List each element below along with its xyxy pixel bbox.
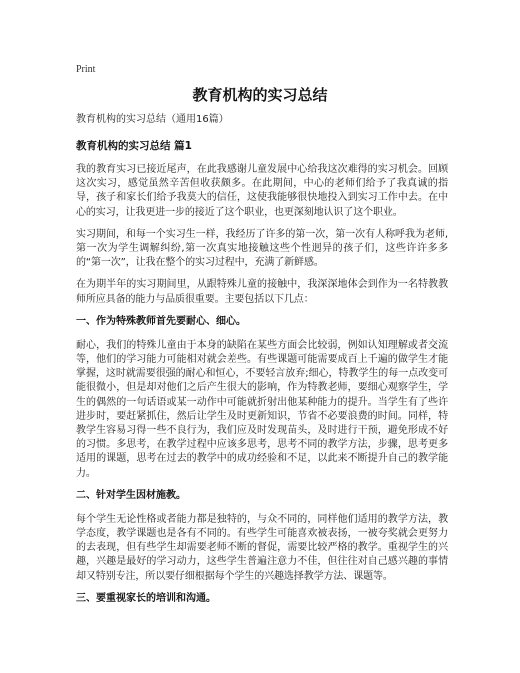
paragraph-firsts: 实习期间，和每一个实习生一样，我经历了许多的第一次，第一次有人称呼我为老师,第一次为学生调解纠纷,第一次真实地接触这些个性迥异的孩子们，这些许许多多的“第一次”，让我在整个的实习过程中，充满了新鲜感。 (76, 228, 448, 269)
document-subtitle: 教育机构的实习总结（通用16篇） (76, 114, 229, 125)
paragraph-summary: 在为期半年的实习期间里，从跟特殊儿童的接触中，我深深地体会到作为一名特教教师所应具备的能力与品质很重要。主要包括以下几点： (76, 279, 448, 305)
paragraph-intro: 我的教育实习已接近尾声，在此我感谢儿童发展中心给我这次难得的实习机会。回顾这次实习，感觉虽然辛苦但收获颇多。在此期间，中心的老师们给予了我真诚的指导，孩子和家长们给予我莫大的信任，这使我能够很快地投入到实习工作中去。在中心的实习，让我更进一步的接近了这个职业，也更深刻地认识了这个职业。 (76, 164, 448, 218)
section-heading: 教育机构的实习总结 篇1 (76, 140, 192, 152)
point1-text: 耐心，我们的特殊儿童由于本身的缺陷在某些方面会比较弱，例如认知理解或者交流等，他们的学习能力可能相对就会差些。有些课题可能需要成百上千遍的做学生才能掌握，这时就需要很强的耐心和恒心，不要轻言放弃;细心，特教学生的每一点改变可能很微小，但是却对他们之后产生很大的影响，作为特教老师，要细心观察学生，学生的偶然的一句话语或某一动作中可能就折射出他某种能力的提升。当学生有了些许进步时，要赶紧抓住，然后让学生及时更新知识，节省不必要浪费的时间。同样，特教学生容易习得一些不良行为，我们应及时发现苗头，及时进行干预，避免形成不好的习惯。多思考，在教学过程中应该多思考，思考不同的教学方法，步骤，思考更多适用的课题，思考在过去的教学中的成功经验和不足，以此来不断提升自己的教学能力。 (76, 339, 448, 479)
point2-heading: 二、针对学生因材施教。 (76, 489, 186, 501)
point1-heading: 一、作为特殊教师首先要耐心、细心。 (76, 315, 246, 327)
point3-heading: 三、要重视家长的培训和沟通。 (76, 592, 216, 604)
print-link[interactable]: Print (76, 64, 96, 75)
document-body (76, 113, 448, 616)
point2-text: 每个学生无论性格或者能力都是独特的，与众不同的，同样他们适用的教学方法，教学态度，教学课题也是各有不同的。有些学生可能喜欢被表扬，一被夸奖就会更努力的去表现，但有些学生却需要老师不断的督促，需要比较严格的教学。重视学生的兴趣，兴趣是最好的学习动力，这些学生普遍注意力不佳，但往往对自己感兴趣的事情却又特别专注，所以要仔细根据每个学生的兴趣选择教学方法、课题等。 (76, 513, 448, 582)
document-title: 教育机构的实习总结 (192, 86, 328, 104)
